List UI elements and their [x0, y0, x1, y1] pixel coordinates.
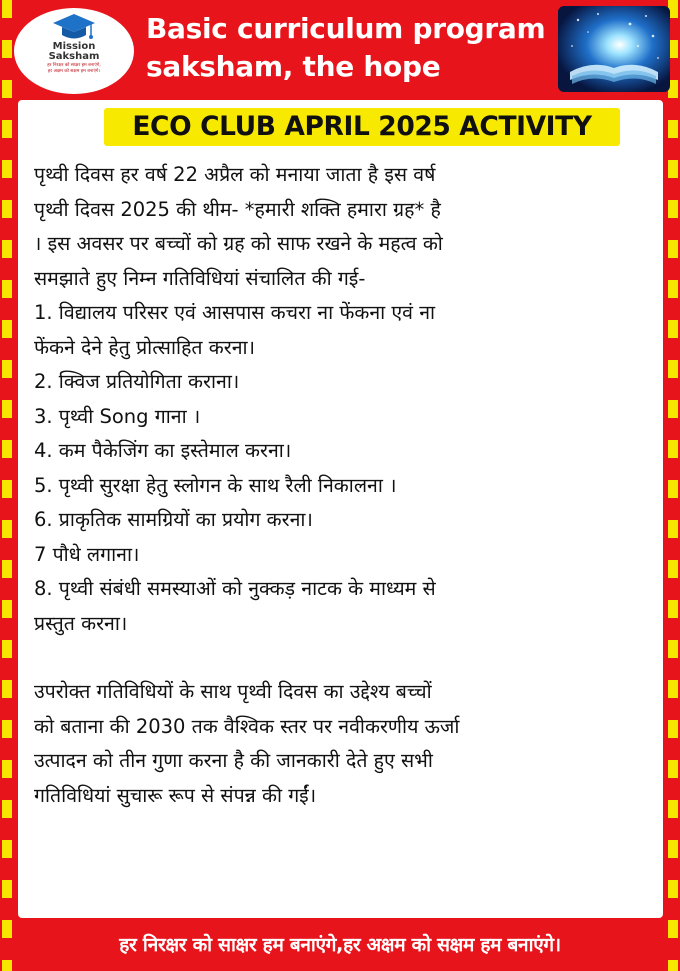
activity-card — [18, 100, 663, 918]
activity-list-item: 2. क्विज प्रतियोगिता कराना। — [34, 370, 240, 393]
intro-line: पृथ्वी दिवस 2025 की थीम- *हमारी शक्ति हमारा ग्रह* है — [34, 197, 441, 221]
closing-line: उपरोक्त गतिविधियों के साथ पृथ्वी दिवस का उद्देश्य बच्चों — [34, 680, 432, 703]
closing-line: उत्पादन को तीन गुणा करना है की जानकारी देते हुए सभी — [34, 749, 433, 772]
open-book-icon — [558, 6, 670, 92]
intro-line: । इस अवसर पर बच्चों को ग्रह को साफ रखने के महत्व को — [34, 232, 443, 255]
header-title-line2: saksham, the hope — [146, 50, 441, 83]
activity-list-item: 3. पृथ्वी Song गाना । — [34, 404, 201, 428]
closing-line: को बताना की 2030 तक वैश्विक स्तर पर नवीकरणीय ऊर्जा — [34, 714, 460, 738]
graduation-cap-icon — [51, 12, 97, 42]
glowing-book-image — [558, 6, 670, 92]
intro-line: पृथ्वी दिवस हर वर्ष 22 अप्रैल को मनाया जाता है इस वर्ष — [34, 163, 436, 186]
activity-list — [34, 296, 650, 641]
left-border-decoration — [2, 0, 12, 971]
header-title — [146, 10, 566, 86]
activity-list-item: 4. कम पैकेजिंग का इस्तेमाल करना। — [34, 439, 292, 462]
logo-name-line1: Mission — [52, 41, 96, 52]
activity-list-item: 5. पृथ्वी सुरक्षा हेतु स्लोगन के साथ रैली निकालना । — [34, 473, 397, 497]
logo-name-line2: Saksham — [48, 51, 100, 62]
activity-description — [34, 158, 650, 813]
logo-tagline-line2: हर अक्षम को सक्षम हम बनाएंगे। — [47, 69, 101, 74]
closing-line: गतिविधियां सुचारू रूप से संपन्न की गईं। — [34, 783, 317, 807]
right-border-decoration — [668, 0, 678, 971]
footer-slogan: हर निरक्षर को साक्षर हम बनाएंगे,हर अक्षम को सक्षम हम बनाएंगे। — [119, 934, 561, 956]
activity-list-item: 8. पृथ्वी संबंधी समस्याओं को नुक्कड़ नाटक के माध्यम से — [34, 577, 436, 600]
header-title-line1: Basic curriculum program — [146, 12, 546, 45]
activity-list-item: प्रस्तुत करना। — [34, 611, 128, 635]
activity-list-item: 7 पौधे लगाना। — [34, 542, 140, 566]
intro-line: समझाते हुए निम्न गतिविधियां संचालित की गई- — [34, 266, 366, 290]
activity-banner-title: ECO CLUB APRIL 2025 ACTIVITY — [104, 108, 620, 146]
activity-list-item: 6. प्राकृतिक सामग्रियों का प्रयोग करना। — [34, 508, 313, 531]
activity-list-item: फेंकने देने हेतु प्रोत्साहित करना। — [34, 335, 255, 359]
mission-saksham-logo — [14, 8, 134, 94]
logo-tagline-line1: हर निरक्षर को साक्षर हम बनाएंगे, — [47, 63, 101, 68]
activity-list-item: 1. विद्यालय परिसर एवं आसपास कचरा ना फेंकना एवं ना — [34, 301, 436, 324]
